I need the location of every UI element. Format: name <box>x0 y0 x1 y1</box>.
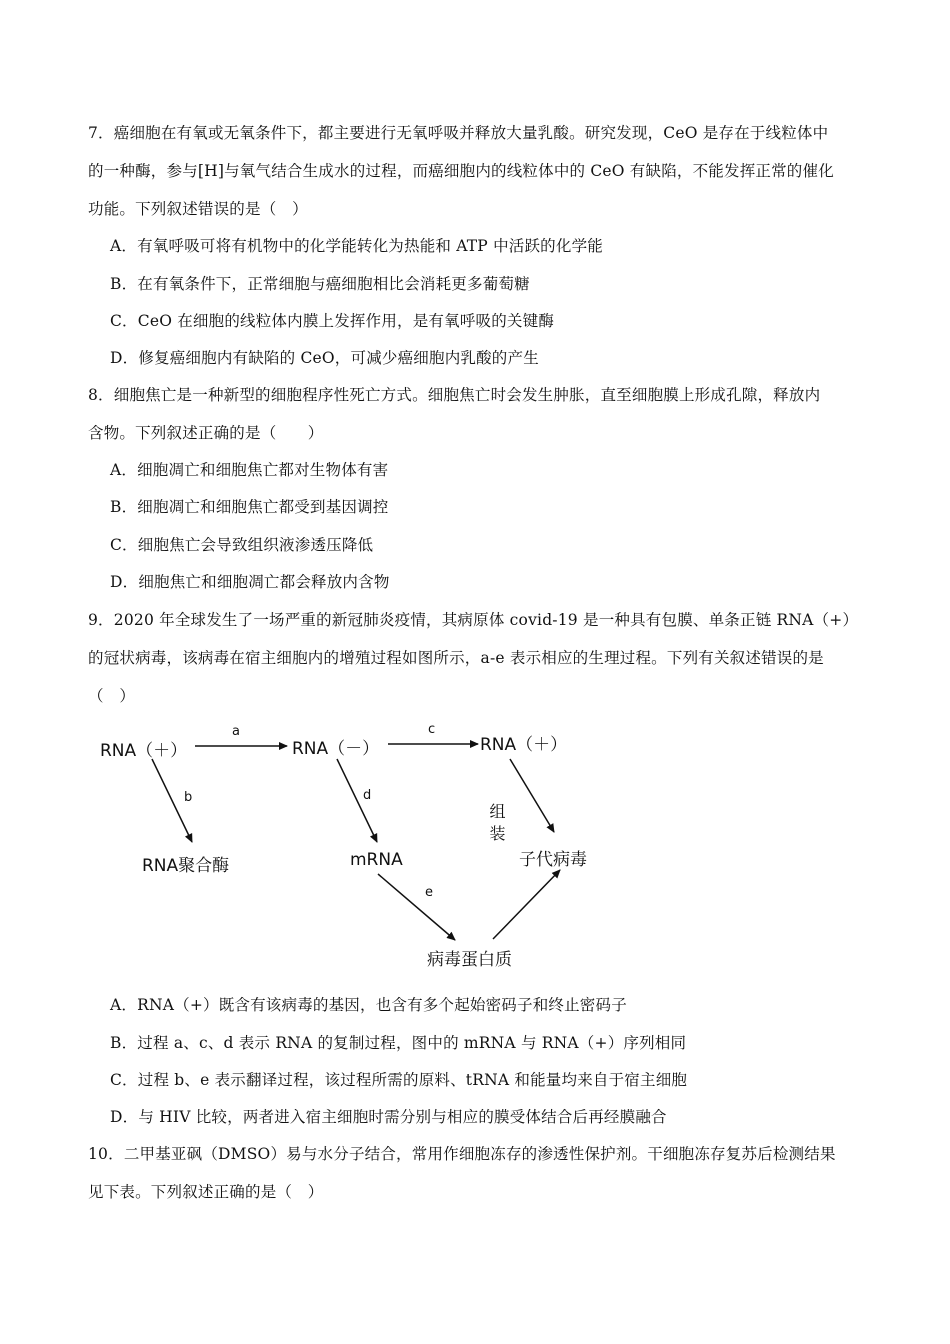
q8-stem-line-1: 8．细胞焦亡是一种新型的细胞程序性死亡方式。细胞焦亡时会发生肿胀，直至细胞膜上形成孔隙，释放内 <box>88 386 821 404</box>
rna-polymerase: RNA聚合酶 <box>142 856 230 876</box>
label-c: c <box>428 722 436 737</box>
rna-negative: RNA（－） <box>292 739 380 759</box>
rna-positive-2: RNA（＋） <box>480 735 568 755</box>
q9-stem-line-3: （ ） <box>88 687 136 705</box>
q7-option-d: D．修复癌细胞内有缺陷的 CeO，可减少癌细胞内乳酸的产生 <box>110 349 539 367</box>
q7-stem-line-3: 功能。下列叙述错误的是（ ） <box>88 200 308 218</box>
label-d: d <box>363 788 372 803</box>
q9-option-d: D．与 HIV 比较，两者进入宿主细胞时需分别与相应的膜受体结合后再经膜融合 <box>110 1108 667 1126</box>
q9-stem-line-2: 的冠状病毒，该病毒在宿主细胞内的增殖过程如图所示，a-e 表示相应的生理过程。下列有关叙述错误的是 <box>88 649 824 667</box>
q9-option-a: A．RNA（+）既含有该病毒的基因，也含有多个起始密码子和终止密码子 <box>110 996 627 1014</box>
arrow-e <box>378 874 455 940</box>
q8-option-b: B．细胞凋亡和细胞焦亡都受到基因调控 <box>110 498 389 516</box>
q7-option-c: C．CeO 在细胞的线粒体内膜上发挥作用，是有氧呼吸的关键酶 <box>110 312 555 330</box>
q9-stem-line-1: 9．2020 年全球发生了一场严重的新冠肺炎疫情，其病原体 covid-19 是一种具有包膜、单条正链 RNA（+） <box>88 611 859 629</box>
q7-stem-line-2: 的一种酶，参与[H]与氧气结合生成水的过程，而癌细胞内的线粒体中的 CeO 有缺陷，不能发挥正常的催化 <box>88 162 834 180</box>
q8-option-d: D．细胞焦亡和细胞凋亡都会释放内含物 <box>110 573 390 591</box>
label-a: a <box>232 724 240 739</box>
q7-stem-line-1: 7．癌细胞在有氧或无氧条件下，都主要进行无氧呼吸并释放大量乳酸。研究发现，CeO 是存在于线粒体中 <box>88 124 829 142</box>
q9-option-c: C．过程 b、e 表示翻译过程，该过程所需的原料、tRNA 和能量均来自于宿主细胞 <box>110 1071 688 1089</box>
label-e: e <box>425 885 433 900</box>
assembly-label: 组装 <box>487 803 506 847</box>
offspring-virus: 子代病毒 <box>519 850 587 870</box>
mrna: mRNA <box>350 850 403 870</box>
q9-option-b: B．过程 a、c、d 表示 RNA 的复制过程，图中的 mRNA 与 RNA（+）序列相同 <box>110 1034 687 1052</box>
q10-stem-line-2: 见下表。下列叙述正确的是（ ） <box>88 1183 324 1201</box>
label-b: b <box>184 790 193 805</box>
rna-positive-1: RNA（＋） <box>100 741 188 761</box>
q10-stem-line-1: 10．二甲基亚砜（DMSO）易与水分子结合，常用作细胞冻存的渗透性保护剂。干细胞冻存复苏后检测结果 <box>88 1145 836 1163</box>
q8-option-c: C．细胞焦亡会导致组织液渗透压降低 <box>110 536 374 554</box>
q7-option-b: B．在有氧条件下，正常细胞与癌细胞相比会消耗更多葡萄糖 <box>110 275 530 293</box>
arrow-assembly <box>493 870 560 939</box>
arrow-to-offspring <box>510 759 554 832</box>
q7-option-a: A．有氧呼吸可将有机物中的化学能转化为热能和 ATP 中活跃的化学能 <box>110 237 603 255</box>
q8-option-a: A．细胞凋亡和细胞焦亡都对生物体有害 <box>110 461 389 479</box>
virus-replication-diagram <box>95 715 615 975</box>
viral-protein: 病毒蛋白质 <box>427 950 512 970</box>
q8-stem-line-2: 含物。下列叙述正确的是（ ） <box>88 424 324 442</box>
